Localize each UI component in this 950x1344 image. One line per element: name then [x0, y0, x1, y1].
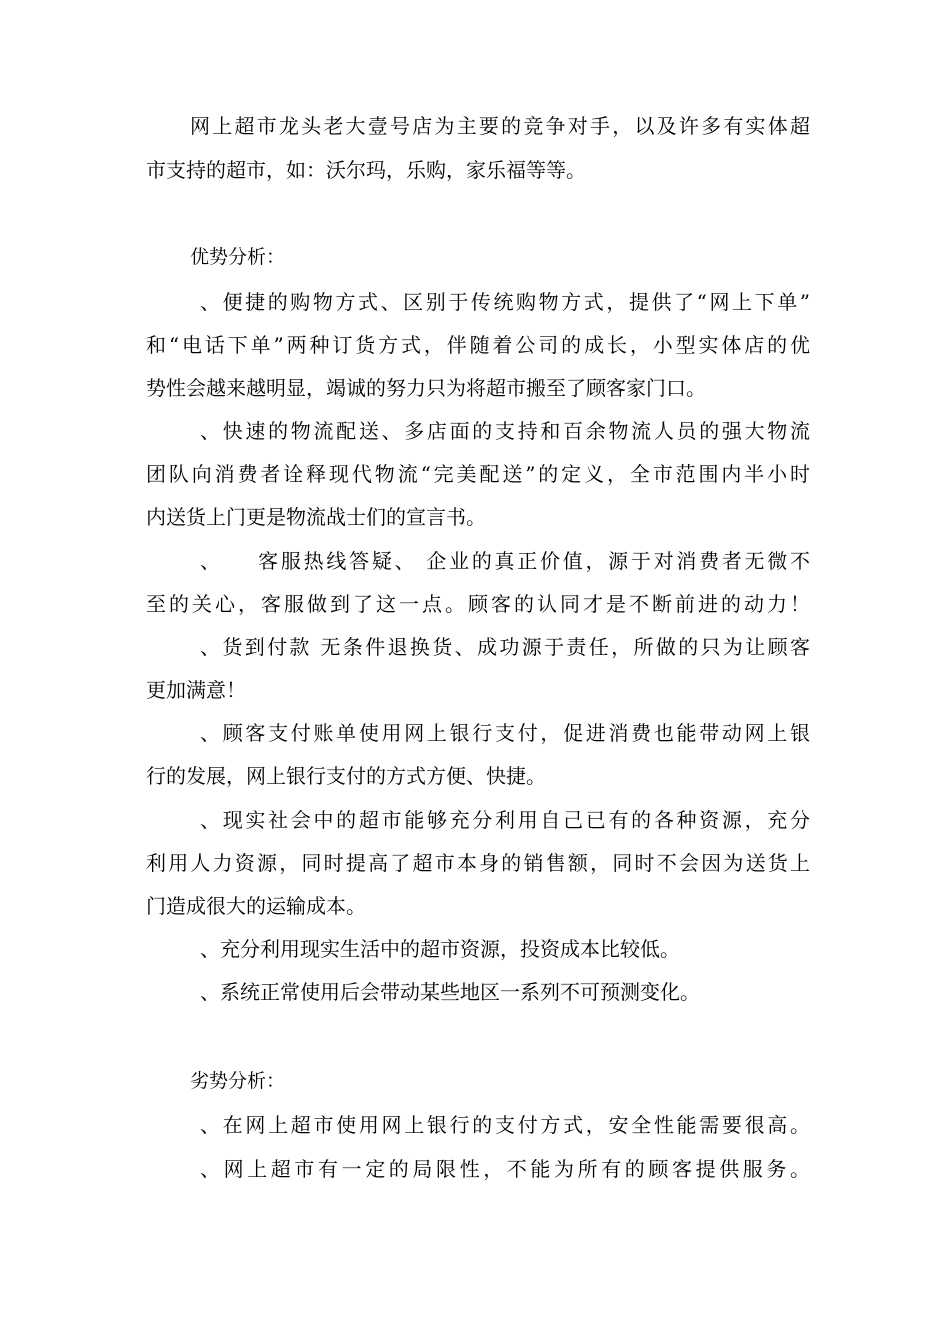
- intro-line-1: 网上超市龙头老大壹号店为主要的竞争对手，以及许多有实体超: [190, 114, 810, 138]
- weakness-1-line-1: 、在网上超市使用网上银行的支付方式，安全性能需要很高。: [200, 1113, 810, 1137]
- strength-6-line-2: 利用人力资源，同时提高了超市本身的销售额，同时不会因为送货上: [146, 851, 810, 875]
- strength-6-line-1: 、现实社会中的超市能够充分利用自己已有的各种资源，充分: [200, 808, 810, 832]
- weaknesses-heading: 劣势分析：: [190, 1070, 286, 1092]
- strength-3-line-1: 、 客服热线答疑、 企业的真正价值，源于对消费者无微不: [200, 549, 810, 573]
- strength-2-line-2: 团队向消费者诠释现代物流“完美配送”的定义，全市范围内半小时: [146, 462, 810, 486]
- weakness-2-line-1: 、网上超市有一定的局限性，不能为所有的顾客提供服务。: [200, 1157, 810, 1181]
- strength-2-line-1: 、快速的物流配送、多店面的支持和百余物流人员的强大物流: [200, 419, 810, 443]
- intro-line-2: 市支持的超市，如：沃尔玛，乐购，家乐福等等。: [146, 158, 586, 182]
- strength-3-line-2: 至的关心，客服做到了这一点。顾客的认同才是不断前进的动力！: [146, 592, 810, 616]
- strength-1-line-3: 势性会越来越明显，竭诚的努力只为将超市搬至了顾客家门口。: [146, 376, 706, 400]
- strength-7-line-1: 、充分利用现实生活中的超市资源，投资成本比较低。: [200, 937, 680, 961]
- strength-6-line-3: 门造成很大的运输成本。: [146, 894, 366, 918]
- strength-8-line-1: 、系统正常使用后会带动某些地区一系列不可预测变化。: [200, 980, 700, 1004]
- strength-4-line-2: 更加满意！: [146, 678, 246, 702]
- strength-2-line-3: 内送货上门更是物流战士们的宣言书。: [146, 505, 486, 529]
- strengths-heading: 优势分析：: [190, 246, 286, 268]
- strength-4-line-1: 、货到付款 无条件退换货、成功源于责任，所做的只为让顾客: [200, 635, 810, 659]
- strength-5-line-1: 、顾客支付账单使用网上银行支付，促进消费也能带动网上银: [200, 721, 810, 745]
- strength-1-line-1: 、便捷的购物方式、区别于传统购物方式，提供了“网上下单”: [200, 290, 810, 314]
- strength-1-line-2: 和“电话下单”两种订货方式，伴随着公司的成长，小型实体店的优: [146, 333, 810, 357]
- strength-5-line-2: 行的发展，网上银行支付的方式方便、快捷。: [146, 764, 546, 788]
